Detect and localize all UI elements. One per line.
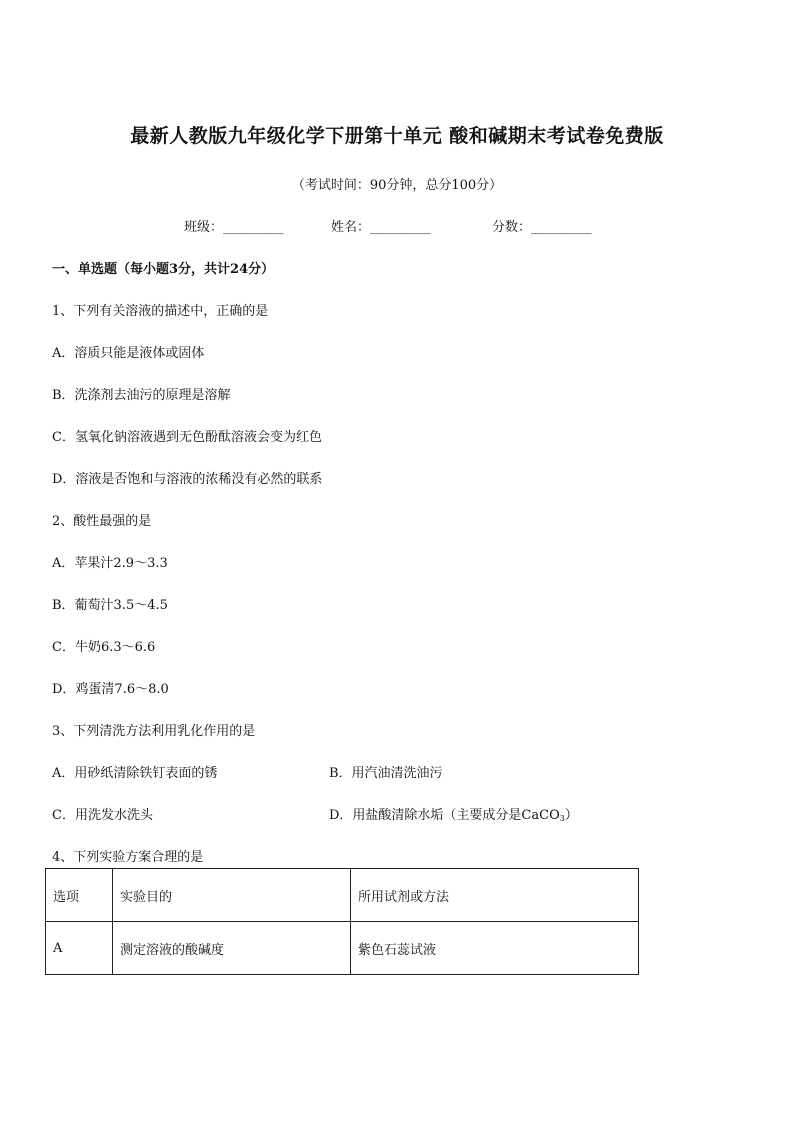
table-cell: 测定溶液的酸碱度: [113, 922, 351, 975]
question-2-option-b[interactable]: B．葡萄汁3.5～4.5: [52, 598, 168, 613]
question-1-option-b[interactable]: B．洗涤剂去油污的原理是溶解: [52, 388, 231, 403]
table-row: [46, 922, 639, 975]
question-3-option-b[interactable]: B．用汽油清洗油污: [329, 766, 443, 781]
score-label: 分数：: [492, 220, 532, 235]
question-2-option-a[interactable]: A．苹果汁2.9～3.3: [52, 556, 168, 571]
exam-subtitle: （考试时间：90分钟，总分100分）: [291, 178, 503, 193]
name-label: 姓名：: [331, 220, 371, 235]
question-4-stem: 4、下列实验方案合理的是: [52, 850, 204, 865]
question-3-option-d-close: ）: [564, 808, 578, 823]
question-2-option-d[interactable]: D．鸡蛋清7.6～8.0: [52, 682, 169, 697]
table-cell: 紫色石蕊试液: [351, 922, 639, 975]
subscript-3: 3: [559, 814, 565, 823]
name-field[interactable]: [331, 216, 430, 235]
question-2-stem: 2、酸性最强的是: [52, 514, 152, 529]
table-cell: A: [46, 922, 113, 975]
question-1-option-d[interactable]: D．溶液是否饱和与溶液的浓稀没有必然的联系: [52, 472, 323, 487]
score-field[interactable]: [492, 216, 591, 235]
score-blank: __________: [531, 220, 592, 235]
question-1-option-c[interactable]: C．氢氧化钠溶液遇到无色酚酞溶液会变为红色: [52, 430, 322, 445]
class-label: 班级：: [184, 220, 224, 235]
question-1-option-a[interactable]: A．溶质只能是液体或固体: [52, 346, 205, 361]
table-header-cell: 所用试剂或方法: [351, 869, 639, 922]
question-3-stem: 3、下列清洗方法利用乳化作用的是: [52, 724, 256, 739]
class-field[interactable]: [184, 216, 283, 235]
exam-title: 最新人教版九年级化学下册第十单元 酸和碱期末考试卷免费版: [130, 125, 664, 147]
question-4-table: [45, 868, 639, 975]
section-heading: 一、单选题（每小题3分，共计24分）: [52, 262, 275, 277]
question-1-stem: 1、下列有关溶液的描述中，正确的是: [52, 304, 269, 319]
class-blank: __________: [223, 220, 284, 235]
name-blank: __________: [370, 220, 431, 235]
question-3-option-d[interactable]: [329, 804, 578, 823]
table-header-row: [46, 869, 639, 922]
table-header-cell: 选项: [46, 869, 113, 922]
question-3-option-d-text: D．用盐酸清除水垢（主要成分是CaCO: [329, 808, 560, 823]
table-header-cell: 实验目的: [113, 869, 351, 922]
question-2-option-c[interactable]: C．牛奶6.3～6.6: [52, 640, 156, 655]
question-3-option-a[interactable]: A．用砂纸清除铁钉表面的锈: [52, 766, 218, 781]
question-3-option-c[interactable]: C．用洗发水洗头: [52, 808, 153, 823]
